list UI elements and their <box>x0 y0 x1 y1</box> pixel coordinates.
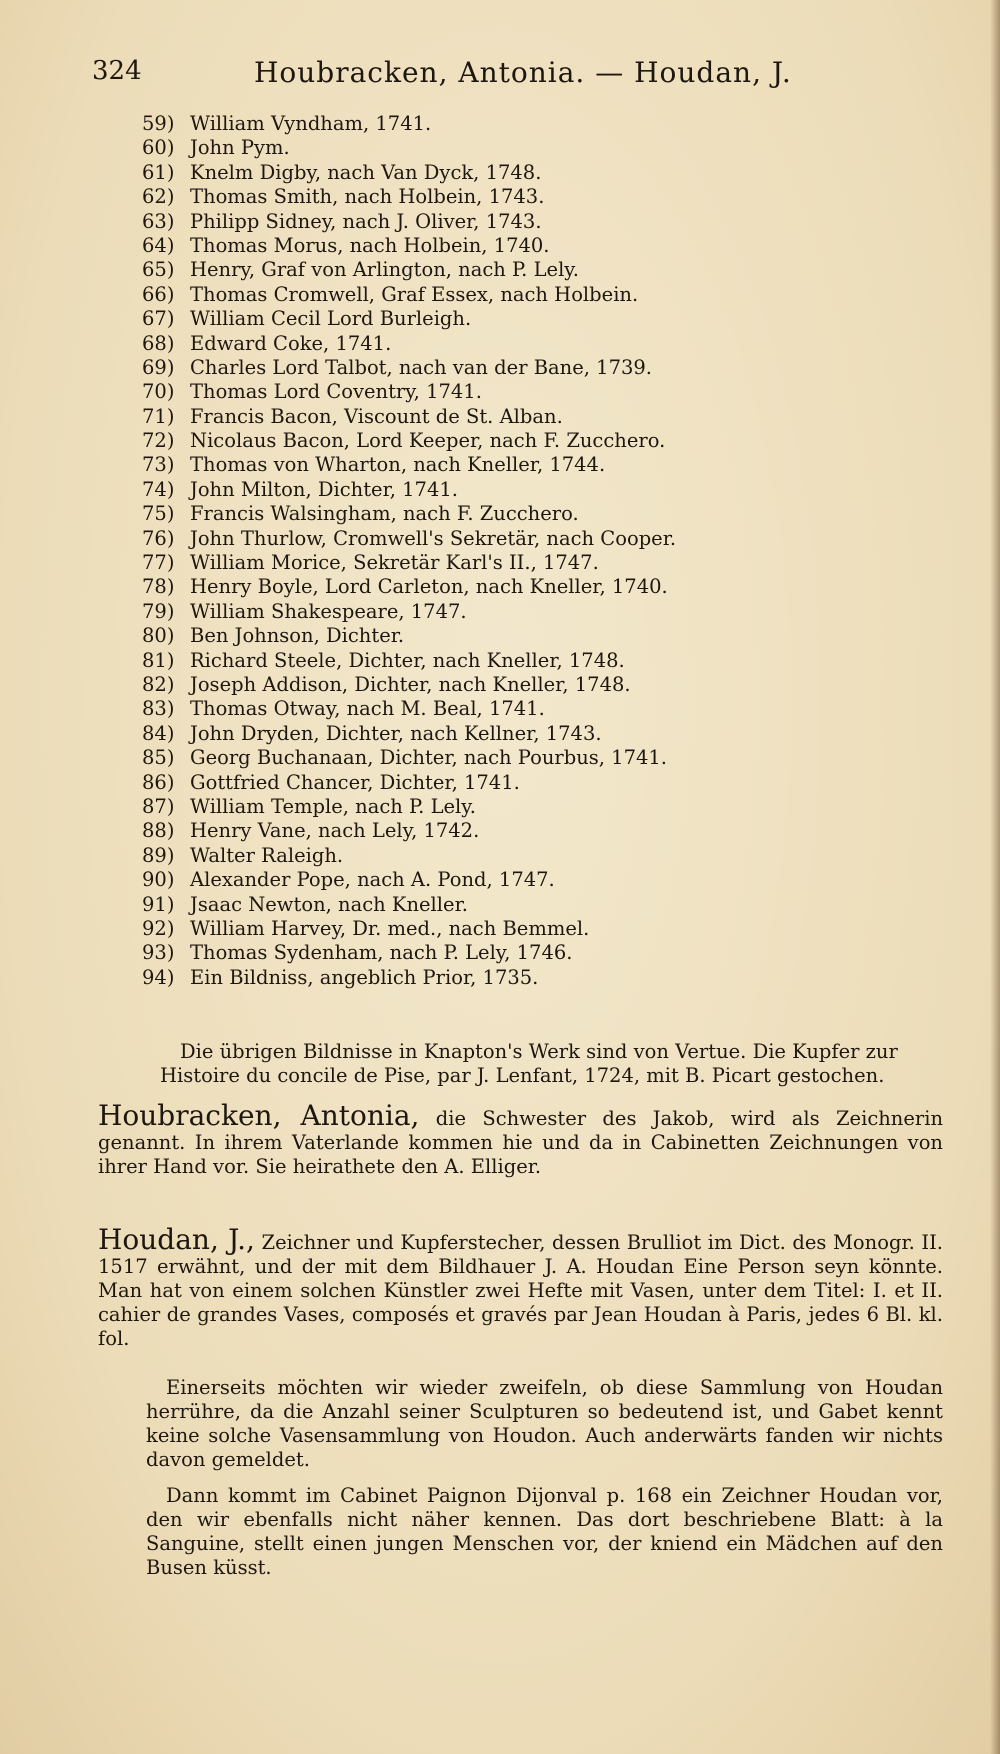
list-item-text: Philipp Sidney, nach J. Oliver, 1743. <box>190 209 542 233</box>
list-item <box>142 112 962 136</box>
list-item-number: 72) <box>142 429 175 453</box>
list-item-text: Henry Vane, nach Lely, 1742. <box>190 819 480 843</box>
list-item-text: Thomas Lord Coventry, 1741. <box>190 380 482 404</box>
list-item-text: Ben Johnson, Dichter. <box>190 624 405 648</box>
list-item <box>142 917 962 941</box>
list-item-number: 68) <box>142 331 175 355</box>
page-header <box>62 56 792 96</box>
list-item-text: Jsaac Newton, nach Kneller. <box>190 892 468 916</box>
list-item-number: 80) <box>142 624 175 648</box>
list-item <box>142 771 962 795</box>
list-item-text: Thomas Otway, nach M. Beal, 1741. <box>190 697 545 721</box>
list-item-number: 91) <box>142 892 175 916</box>
list-item-number: 90) <box>142 868 175 892</box>
list-item-number: 92) <box>142 916 175 940</box>
portrait-list <box>142 112 962 990</box>
list-item-text: Thomas Cromwell, Graf Essex, nach Holbein. <box>190 282 639 306</box>
list-item-text: Thomas Morus, nach Holbein, 1740. <box>190 233 550 257</box>
list-item <box>142 893 962 917</box>
list-item-number: 65) <box>142 258 175 282</box>
list-item-text: William Temple, nach P. Lely. <box>190 794 476 818</box>
list-item <box>142 600 962 624</box>
list-item-number: 79) <box>142 599 175 623</box>
list-item-number: 81) <box>142 648 175 672</box>
running-head: Houbracken, Antonia. — Houdan, J. <box>254 56 792 89</box>
list-item-number: 71) <box>142 404 175 428</box>
list-item-text: Georg Buchanaan, Dichter, nach Pourbus, 1741. <box>190 746 668 770</box>
list-item-number: 59) <box>142 112 175 135</box>
list-item <box>142 819 962 843</box>
list-item-number: 89) <box>142 843 175 867</box>
list-item-number: 85) <box>142 746 175 770</box>
list-item <box>142 697 962 721</box>
list-item-number: 62) <box>142 185 175 209</box>
list-item <box>142 966 962 990</box>
list-item <box>142 405 962 429</box>
list-item-text: Walter Raleigh. <box>190 843 344 867</box>
list-item <box>142 722 962 746</box>
entry-houbracken-antonia <box>98 1099 944 1179</box>
list-item-text: Richard Steele, Dichter, nach Kneller, 1748. <box>190 648 625 672</box>
list-item-text: Thomas Sydenham, nach P. Lely, 1746. <box>190 941 573 965</box>
list-item <box>142 136 962 160</box>
list-item-text: Ein Bildniss, angeblich Prior, 1735. <box>190 965 539 989</box>
list-item <box>142 234 962 258</box>
list-item <box>142 478 962 502</box>
list-item <box>142 941 962 965</box>
list-item-number: 93) <box>142 941 175 965</box>
list-item-number: 88) <box>142 819 175 843</box>
list-item <box>142 844 962 868</box>
list-item-text: Francis Walsingham, nach F. Zucchero. <box>190 502 579 526</box>
list-item-number: 75) <box>142 502 175 526</box>
list-note: Die übrigen Bildnisse in Knapton's Werk sind von Vertue. Die Kupfer zur Histoire du concile de Pise, par J. Lenfant, 1724, mit B. Picart gestochen. <box>160 1040 898 1087</box>
list-item <box>142 673 962 697</box>
list-item-number: 74) <box>142 477 175 501</box>
page-number: 324 <box>92 56 142 86</box>
list-item <box>142 795 962 819</box>
list-item <box>142 258 962 282</box>
list-item-number: 82) <box>142 672 175 696</box>
list-item-text: Henry, Graf von Arlington, nach P. Lely. <box>190 258 579 282</box>
list-item-number: 84) <box>142 721 175 745</box>
list-item-text: Gottfried Chancer, Dichter, 1741. <box>190 770 520 794</box>
list-item <box>142 746 962 770</box>
list-item-text: John Pym. <box>190 136 290 160</box>
list-item <box>142 185 962 209</box>
entry-heading: Houbracken, Antonia, <box>98 1099 420 1132</box>
list-item-number: 83) <box>142 697 175 721</box>
list-item <box>142 551 962 575</box>
list-item-text: Thomas Smith, nach Holbein, 1743. <box>190 185 545 209</box>
list-item-text: John Thurlow, Cromwell's Sekretär, nach Cooper. <box>190 526 677 550</box>
list-item-text: John Milton, Dichter, 1741. <box>190 477 458 501</box>
list-item-number: 69) <box>142 355 175 379</box>
entry-houdan <box>98 1223 943 1351</box>
list-item-text: Alexander Pope, nach A. Pond, 1747. <box>190 868 555 892</box>
page-spine-shadow <box>990 0 1000 1754</box>
list-item-text: Nicolaus Bacon, Lord Keeper, nach F. Zucchero. <box>190 429 666 453</box>
list-item-number: 70) <box>142 380 175 404</box>
list-item <box>142 307 962 331</box>
list-item <box>142 624 962 648</box>
list-item-text: Joseph Addison, Dichter, nach Kneller, 1748. <box>190 672 631 696</box>
list-item-number: 94) <box>142 965 175 989</box>
list-item-text: William Cecil Lord Burleigh. <box>190 307 472 331</box>
list-item-text: William Vyndham, 1741. <box>190 112 432 135</box>
entry-text: die Schwester des Jakob, wird als Zeichnerin genannt. In ihrem Vaterlande kommen hie und da in Cabinetten Zeichnungen von ihrer Hand vor. Sie heirathete den A. Elliger. <box>98 1107 944 1178</box>
list-item <box>142 332 962 356</box>
list-item-number: 77) <box>142 551 175 575</box>
list-item <box>142 429 962 453</box>
list-item-number: 63) <box>142 209 175 233</box>
list-item-text: Edward Coke, 1741. <box>190 331 392 355</box>
list-item-text: Charles Lord Talbot, nach van der Bane, 1739. <box>190 355 652 379</box>
list-item-text: Thomas von Wharton, nach Kneller, 1744. <box>190 453 606 477</box>
list-item-number: 73) <box>142 453 175 477</box>
list-item-number: 87) <box>142 794 175 818</box>
paragraph-houdan-3: Dann kommt im Cabinet Paignon Dijonval p. 168 ein Zeichner Houdan vor, den wir ebenfalls nicht näher kennen. Das dort beschriebene Blatt: à la Sanguine, stellt einen jungen Menschen vor, der kniend ein Mädchen auf den Busen küsst. <box>146 1484 943 1579</box>
list-item <box>142 161 962 185</box>
list-item <box>142 356 962 380</box>
list-item-number: 66) <box>142 282 175 306</box>
list-item-number: 86) <box>142 770 175 794</box>
list-item <box>142 453 962 477</box>
list-item-text: Francis Bacon, Viscount de St. Alban. <box>190 404 563 428</box>
list-item <box>142 210 962 234</box>
list-item-text: William Shakespeare, 1747. <box>190 599 467 623</box>
list-item-number: 60) <box>142 136 175 160</box>
list-item <box>142 527 962 551</box>
list-item <box>142 380 962 404</box>
entry-heading: Houdan, J., <box>98 1223 255 1256</box>
list-item-number: 76) <box>142 526 175 550</box>
paragraph-houdan-2: Einerseits möchten wir wieder zweifeln, ob diese Sammlung von Houdan herrühre, da die Anzahl seiner Sculpturen so bedeutend ist, und Gabet kennt keine solche Vasensammlung von Houdon. Auch anderwärts fanden wir nichts davon gemeldet. <box>146 1376 943 1471</box>
list-item-text: Knelm Digby, nach Van Dyck, 1748. <box>190 160 542 184</box>
list-item <box>142 283 962 307</box>
list-item-text: William Harvey, Dr. med., nach Bemmel. <box>190 916 590 940</box>
list-item-number: 61) <box>142 160 175 184</box>
list-item-text: John Dryden, Dichter, nach Kellner, 1743. <box>190 721 602 745</box>
list-item-number: 64) <box>142 233 175 257</box>
list-item <box>142 868 962 892</box>
list-item-text: Henry Boyle, Lord Carleton, nach Kneller, 1740. <box>190 575 668 599</box>
list-item-text: William Morice, Sekretär Karl's II., 1747. <box>190 551 599 575</box>
list-item <box>142 502 962 526</box>
entry-text: Zeichner und Kupferstecher, dessen Brulliot im Dict. des Monogr. II. 1517 erwähnt, und der mit dem Bildhauer J. A. Houdan Eine Person seyn könnte. Man hat von einem solchen Künstler zwei Hefte mit Vasen, unter dem Titel: I. et II. cahier de grandes Vases, composés et gravés par Jean Houdan à Paris, jedes 6 Bl. kl. fol. <box>98 1231 943 1350</box>
list-item <box>142 649 962 673</box>
list-item-number: 78) <box>142 575 175 599</box>
list-item-number: 67) <box>142 307 175 331</box>
list-item <box>142 575 962 599</box>
